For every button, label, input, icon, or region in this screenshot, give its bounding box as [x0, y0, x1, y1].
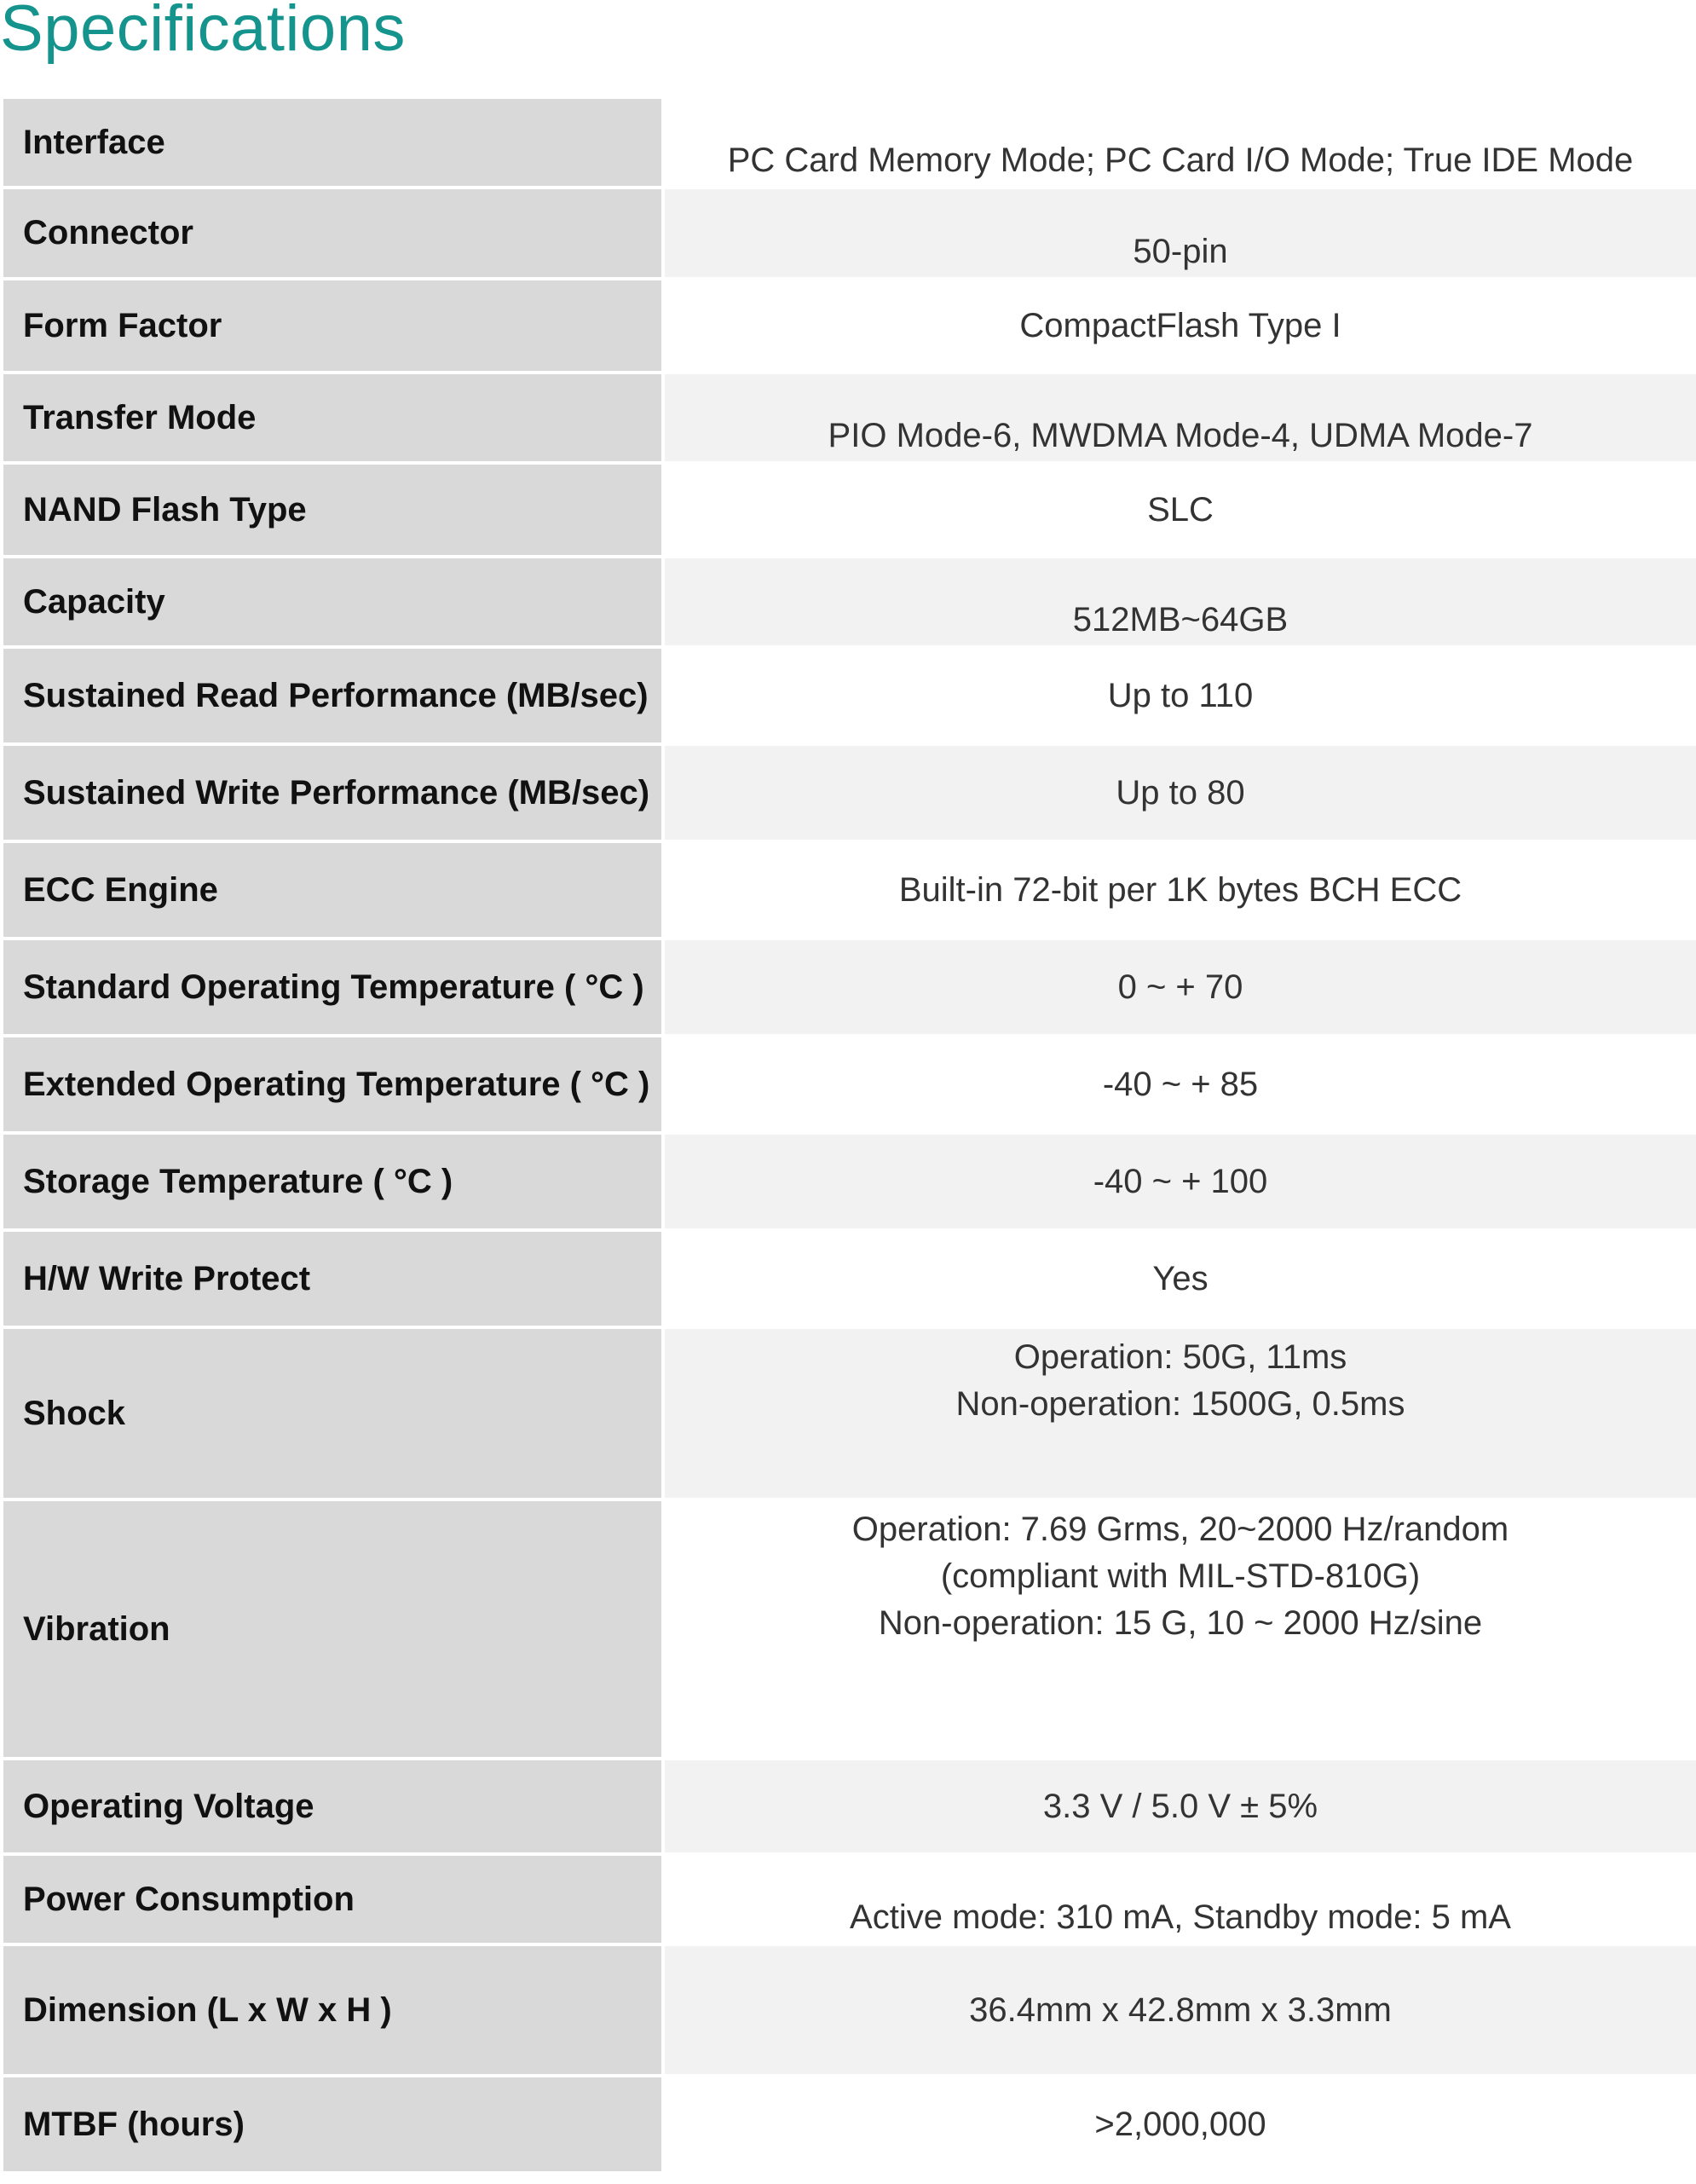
spec-row-nand-flash-type [3, 465, 1696, 555]
spec-row-standard-operating-temperature [3, 940, 1696, 1034]
spec-label: Capacity [3, 558, 665, 645]
spec-value: 36.4mm x 42.8mm x 3.3mm [665, 1946, 1696, 2074]
spec-label: Transfer Mode [3, 374, 665, 461]
spec-value: CompactFlash Type I [665, 280, 1696, 371]
spec-label: Sustained Write Performance (MB/sec) [3, 746, 665, 840]
spec-label: Standard Operating Temperature ( °C ) [3, 940, 665, 1034]
spec-value: -40 ~ + 100 [665, 1135, 1696, 1228]
page-title: Specifications [0, 0, 406, 65]
spec-row-mtbf [3, 2077, 1696, 2171]
spec-label: Power Consumption [3, 1856, 665, 1943]
spec-value: 3.3 V / 5.0 V ± 5% [665, 1760, 1696, 1852]
spec-row-storage-temperature [3, 1135, 1696, 1228]
spec-label: Operating Voltage [3, 1760, 665, 1852]
spec-value: PIO Mode-6, MWDMA Mode-4, UDMA Mode-7 [665, 374, 1696, 461]
spec-label: H/W Write Protect [3, 1232, 665, 1326]
spec-row-dimension [3, 1946, 1696, 2074]
spec-row-write-performance [3, 746, 1696, 840]
spec-row-ecc-engine [3, 843, 1696, 937]
spec-label: NAND Flash Type [3, 465, 665, 555]
spec-row-capacity [3, 558, 1696, 645]
spec-row-interface [3, 99, 1696, 186]
spec-label: MTBF (hours) [3, 2077, 665, 2171]
spec-label: Sustained Read Performance (MB/sec) [3, 649, 665, 742]
spec-value: Yes [665, 1232, 1696, 1326]
specifications-table [3, 95, 1696, 2175]
spec-label: Storage Temperature ( °C ) [3, 1135, 665, 1228]
spec-row-form-factor [3, 280, 1696, 371]
spec-row-vibration [3, 1501, 1696, 1757]
spec-value: Operation: 50G, 11ms Non-operation: 1500G, 0.5ms [665, 1329, 1696, 1498]
spec-row-transfer-mode [3, 374, 1696, 461]
spec-row-shock [3, 1329, 1696, 1498]
spec-value: >2,000,000 [665, 2077, 1696, 2171]
spec-value: PC Card Memory Mode; PC Card I/O Mode; True IDE Mode [665, 99, 1696, 186]
spec-row-extended-operating-temperature [3, 1037, 1696, 1131]
spec-label: ECC Engine [3, 843, 665, 937]
spec-value: Up to 110 [665, 649, 1696, 742]
spec-label: Extended Operating Temperature ( °C ) [3, 1037, 665, 1131]
spec-label: Shock [3, 1329, 665, 1498]
spec-label: Dimension (L x W x H ) [3, 1946, 665, 2074]
spec-value: 50-pin [665, 189, 1696, 277]
spec-row-connector [3, 189, 1696, 277]
spec-label: Connector [3, 189, 665, 277]
spec-row-operating-voltage [3, 1760, 1696, 1852]
spec-label: Vibration [3, 1501, 665, 1757]
spec-value: 512MB~64GB [665, 558, 1696, 645]
spec-value: Operation: 7.69 Grms, 20~2000 Hz/random (compliant with MIL-STD-810G) Non-operation: 15 G, 10 ~ 2000 Hz/sine [665, 1501, 1696, 1757]
spec-value: 0 ~ + 70 [665, 940, 1696, 1034]
spec-label: Form Factor [3, 280, 665, 371]
spec-label: Interface [3, 99, 665, 186]
spec-value: SLC [665, 465, 1696, 555]
spec-value: Active mode: 310 mA, Standby mode: 5 mA [665, 1856, 1696, 1943]
spec-value: Built-in 72-bit per 1K bytes BCH ECC [665, 843, 1696, 937]
spec-row-hw-write-protect [3, 1232, 1696, 1326]
spec-row-read-performance [3, 649, 1696, 742]
spec-value: -40 ~ + 85 [665, 1037, 1696, 1131]
spec-value: Up to 80 [665, 746, 1696, 840]
spec-row-power-consumption [3, 1856, 1696, 1943]
